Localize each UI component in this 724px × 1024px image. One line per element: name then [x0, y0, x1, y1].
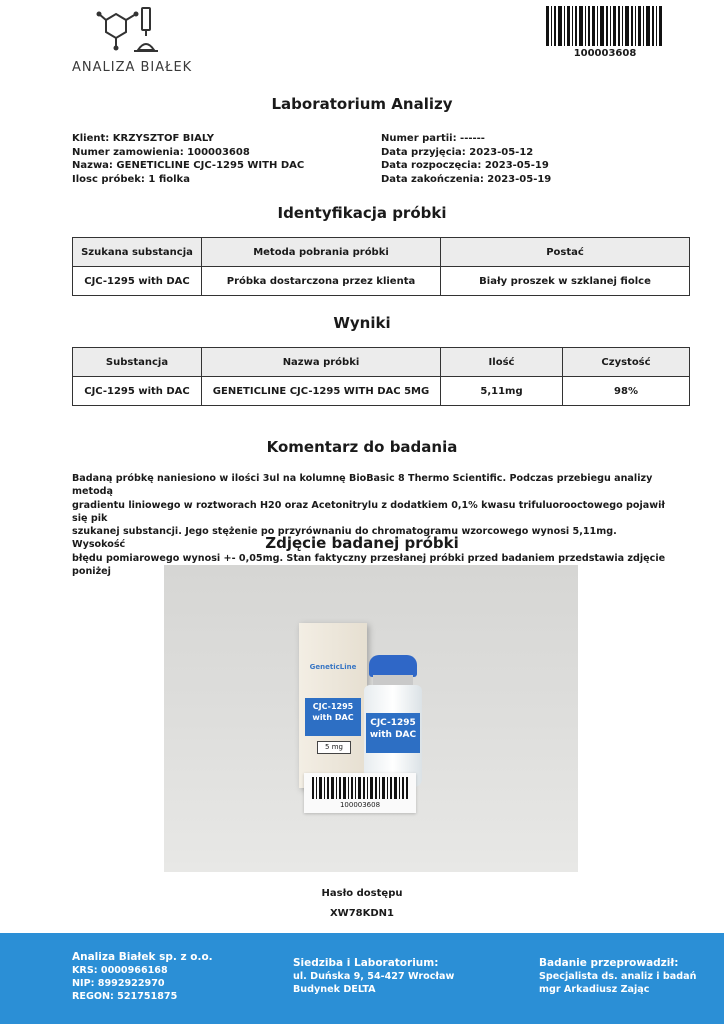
sample-barcode-number: 100003608: [339, 801, 381, 809]
page-title: Laboratorium Analizy: [271, 95, 453, 113]
barcode-number: 100003608: [573, 48, 637, 59]
start-date: Data rozpoczęcia: 2023-05-19: [381, 160, 549, 171]
client-info-right: [381, 132, 551, 186]
table-cell: GENETICLINE CJC-1295 WITH DAC 5MG: [202, 377, 441, 406]
identification-title: Identyfikacja próbki: [277, 204, 447, 222]
header-cell: Szukana substancja: [73, 238, 202, 267]
footer-address: [293, 957, 454, 996]
results-title: Wyniki: [333, 314, 391, 332]
conducted-person: mgr Arkadiusz Zając: [539, 984, 650, 995]
header-cell: Metoda pobrania próbki: [202, 238, 441, 267]
table-cell: Próbka dostarczona przez klienta: [202, 267, 441, 296]
comment-line: błędu pomiarowego wynosi +- 0,05mg. Stan faktyczny przesłanej próbki przed badaniem przedstawia zdjęcie poniżej: [72, 552, 666, 578]
vial-body: [364, 685, 422, 787]
footer-company: [72, 951, 213, 1003]
table-cell: Biały proszek w szklanej fiolce: [441, 267, 690, 296]
client-info-left: [72, 132, 304, 186]
conducted-heading: Badanie przeprowadził:: [539, 957, 679, 969]
header-cell: Nazwa próbki: [202, 348, 441, 377]
vial-label: CJC-1295 with DAC: [366, 713, 420, 753]
header-cell: Ilość: [441, 348, 563, 377]
footer-conducted: [539, 957, 696, 996]
company-regon: REGON: 521751875: [72, 991, 178, 1002]
table-header-row: [73, 348, 690, 377]
header-cell: Postać: [441, 238, 690, 267]
vial-cap: [369, 655, 417, 677]
identification-table: [72, 237, 690, 296]
sample-photo: [164, 565, 578, 872]
batch-number: Numer partii: ------: [381, 133, 485, 144]
order-number: Numer zamowienia: 100003608: [72, 146, 250, 158]
product-name: Nazwa: GENETICLINE CJC-1295 WITH DAC: [72, 160, 305, 171]
comment-text: [72, 472, 672, 578]
comment-line: szukanej substancji. Jego stężenie po przyrównaniu do chromatogramu wzorcowego wynosi 5,11mg. Wysokość: [72, 526, 617, 551]
company-krs: KRS: 0000966168: [72, 965, 168, 976]
table-row: [73, 377, 690, 406]
header-cell: Czystość: [563, 348, 690, 377]
sample-barcode-label: [304, 773, 416, 813]
box-product-label: CJC-1295 with DAC: [305, 698, 361, 736]
table-row: [73, 267, 690, 296]
address-street: ul. Duńska 9, 54-427 Wrocław: [293, 971, 455, 982]
footer: [0, 933, 724, 1024]
table-header-row: [73, 238, 690, 267]
address-building: Budynek DELTA: [293, 984, 376, 995]
product-box: [299, 623, 367, 788]
password-value: XW78KDN1: [329, 908, 395, 919]
table-cell: CJC-1295 with DAC: [73, 377, 202, 406]
received-date: Data przyjęcia: 2023-05-12: [381, 146, 534, 158]
box-brand: GeneticLine: [309, 663, 357, 671]
results-table: [72, 347, 690, 406]
molecule-flask-logo-icon: [96, 4, 166, 56]
comment-line: Badaną próbkę naniesiono w ilości 3ul na kolumnę BioBasic 8 Thermo Scientific. Podczas przebiegu analizy metodą: [72, 473, 653, 498]
company-name: Analiza Białek sp. z o.o.: [72, 951, 213, 963]
table-cell: 98%: [563, 377, 690, 406]
end-date: Data zakończenia: 2023-05-19: [381, 173, 552, 185]
comment-title: Komentarz do badania: [266, 438, 458, 456]
sample-count: Ilosc próbek: 1 fiolka: [72, 173, 190, 185]
logo-text: ANALIZA BIAŁEK: [72, 60, 193, 75]
conducted-role: Specjalista ds. analiz i badań: [539, 971, 697, 982]
barcode-icon: [546, 6, 664, 46]
photo-title: Zdjęcie badanej próbki: [265, 534, 459, 552]
address-heading: Siedziba i Laboratorium:: [293, 957, 439, 969]
table-cell: CJC-1295 with DAC: [73, 267, 202, 296]
box-dose: 5 mg: [317, 741, 351, 754]
comment-line: gradientu liniowego w roztworach H20 oraz Acetonitrylu z dodatkiem 0,1% kwasu trifuluorooctowego pojawił się pik: [72, 499, 665, 524]
table-cell: 5,11mg: [441, 377, 563, 406]
header-cell: Substancja: [73, 348, 202, 377]
company-nip: NIP: 8992922970: [72, 978, 165, 989]
sample-barcode-icon: [312, 777, 408, 799]
client-name: Klient: KRZYSZTOF BIALY: [72, 133, 214, 144]
password-label: Hasło dostępu: [321, 888, 403, 899]
